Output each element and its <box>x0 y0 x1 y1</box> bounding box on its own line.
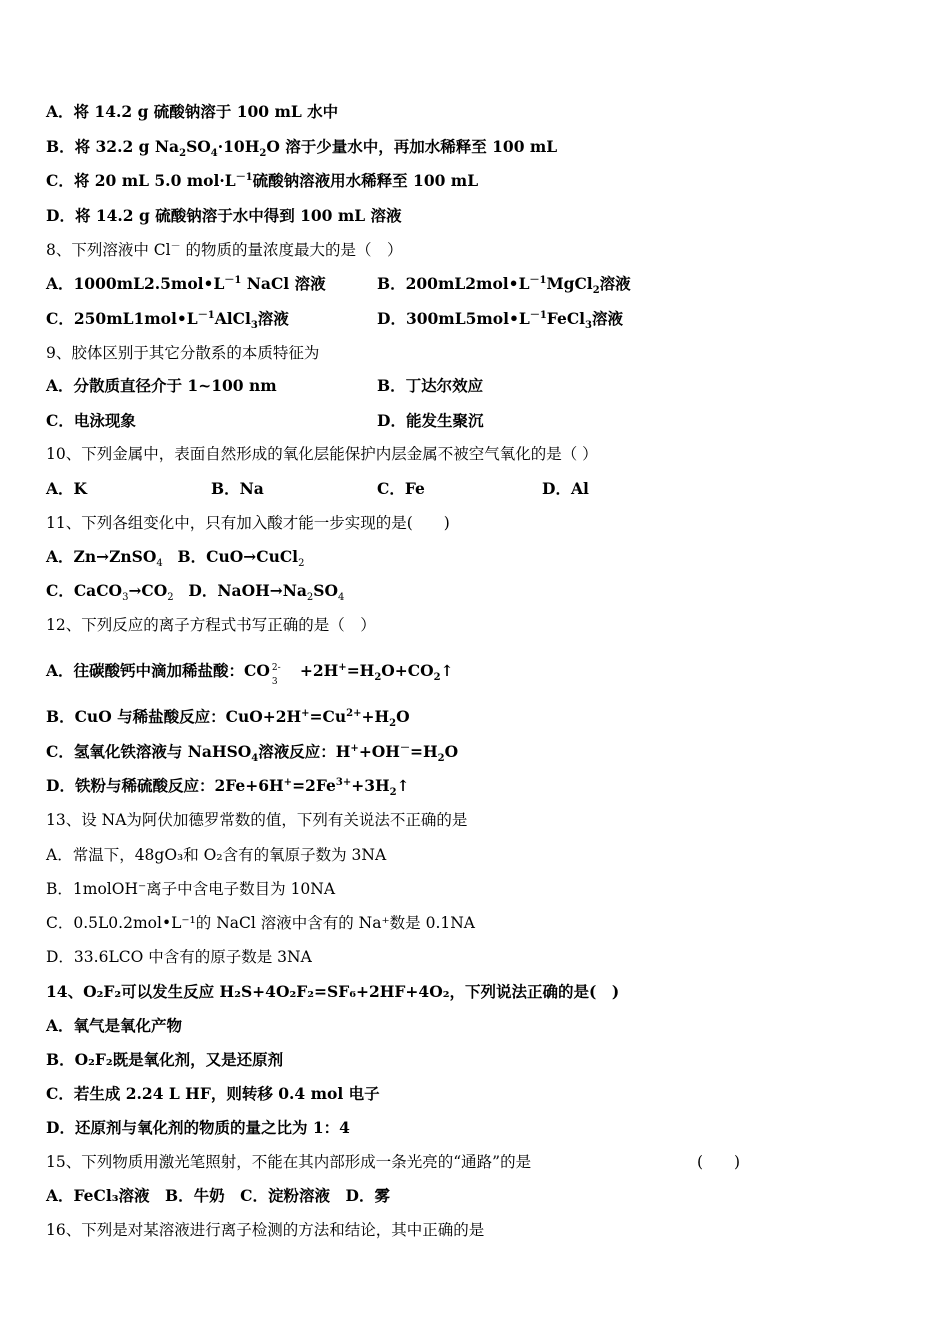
q12-option-a: A．往碳酸钙中滴加稀盐酸：CO 2- 3 $+2H^+=H_2O+CO_2↑$ <box>46 661 454 687</box>
q13-option-c: C．0.5L0.2mol•L⁻¹的 NaCl 溶液中含有的 Na⁺数是 0.1NA <box>46 914 475 932</box>
q10-option-a: A．K <box>46 479 87 498</box>
q12-option-c: C．氢氧化铁溶液与 NaHSO$_4$溶液反应：$H^++OH^-=H_2O$ <box>46 742 459 765</box>
q10-option-b: B．Na <box>211 479 264 498</box>
q9-option-d: D．能发生聚沉 <box>377 411 484 430</box>
q8-option-a: A．$1000mL2.5mol•L^{-1}$ NaCl 溶液 <box>46 274 326 293</box>
q15-options: A．FeCl₃溶液 B．牛奶 C．淀粉溶液 D．雾 <box>46 1186 390 1205</box>
q8-option-b: B．$200mL2mol•L^{-1}MgCl_2$溶液 <box>377 274 631 297</box>
q7-option-a: A．将 14.2 g 硫酸钠溶于 100 mL 水中 <box>46 102 339 121</box>
q9-stem: 9、胶体区别于其它分散系的本质特征为 <box>46 344 320 362</box>
q15-stem: 15、下列物质用激光笔照射，不能在其内部形成一条光亮的“通路”的是 <box>46 1153 532 1171</box>
q10-stem: 10、下列金属中，表面自然形成的氧化层能保护内层金属不被空气氧化的是（ ） <box>46 445 598 463</box>
q9-option-a: A．分散质直径介于 1~100 nm <box>46 376 277 395</box>
q14-stem: 14、O₂F₂可以发生反应 H₂S+4O₂F₂=SF₆+2HF+4O₂，下列说法正确的是( ) <box>46 982 620 1001</box>
q14-option-b: B．O₂F₂既是氧化剂，又是还原剂 <box>46 1050 284 1069</box>
q13-option-b: B．1molOH⁻离子中含电子数目为 10NA <box>46 880 336 898</box>
q13-option-a: A．常温下，48gO₃和 O₂含有的氧原子数为 3NA <box>46 846 387 864</box>
q16-stem: 16、下列是对某溶液进行离子检测的方法和结论，其中正确的是 <box>46 1221 485 1239</box>
q13-option-d: D．33.6LCO 中含有的原子数是 3NA <box>46 948 312 966</box>
q8-stem: 8、下列溶液中 Cl－ 的物质的量浓度最大的是（ ） <box>46 240 403 259</box>
q8-option-d: D．$300mL5mol•L^{-1}FeCl_3$溶液 <box>377 309 624 332</box>
q7-option-d: D．将 14.2 g 硫酸钠溶于水中得到 100 mL 溶液 <box>46 206 402 225</box>
q11-option-cd: C．$CaCO_3\to CO_2$ D．$NaOH\to Na_2SO_4$ <box>46 581 345 604</box>
q12-option-d: D．铁粉与稀硫酸反应：$2Fe+6H^+=2Fe^{3+}+3H_2↑$ <box>46 776 410 799</box>
q13-stem: 13、设 NA为阿伏加德罗常数的值，下列有关说法不正确的是 <box>46 811 468 829</box>
q14-option-d: D．还原剂与氧化剂的物质的量之比为 1：4 <box>46 1118 350 1137</box>
q10-option-c: C．Fe <box>377 479 425 498</box>
q8-option-c: C．$250mL1mol•L^{-1}AlCl_3$溶液 <box>46 309 289 332</box>
q11-option-ab: A．Zn→ZnSO$_4$ B．CuO→CuCl$_2$ <box>46 547 305 570</box>
q14-option-a: A．氧气是氧化产物 <box>46 1016 183 1035</box>
q14-option-c: C．若生成 2.24 L HF，则转移 0.4 mol 电子 <box>46 1084 380 1103</box>
q12-stem: 12、下列反应的离子方程式书写正确的是（ ） <box>46 616 376 634</box>
q11-stem: 11、下列各组变化中，只有加入酸才能一步实现的是( ) <box>46 514 450 532</box>
q9-option-b: B．丁达尔效应 <box>377 376 484 395</box>
q9-option-c: C．电泳现象 <box>46 411 136 430</box>
q7-option-b: B．将 32.2 g $Na_2SO_4\cdot 10H_2O$ 溶于少量水中，再加水稀释至 100 mL <box>46 137 558 160</box>
q15-answer-paren: ( ) <box>697 1153 741 1171</box>
q7-option-c: C．将 20 mL 5.0 $mol\cdot L^{-1}$硫酸钠溶液用水稀释至 100 mL <box>46 171 479 190</box>
q12-option-b: B．CuO 与稀盐酸反应：$CuO+2H^+=Cu^{2+}+H_2O$ <box>46 707 410 730</box>
q10-option-d: D．Al <box>542 479 589 498</box>
